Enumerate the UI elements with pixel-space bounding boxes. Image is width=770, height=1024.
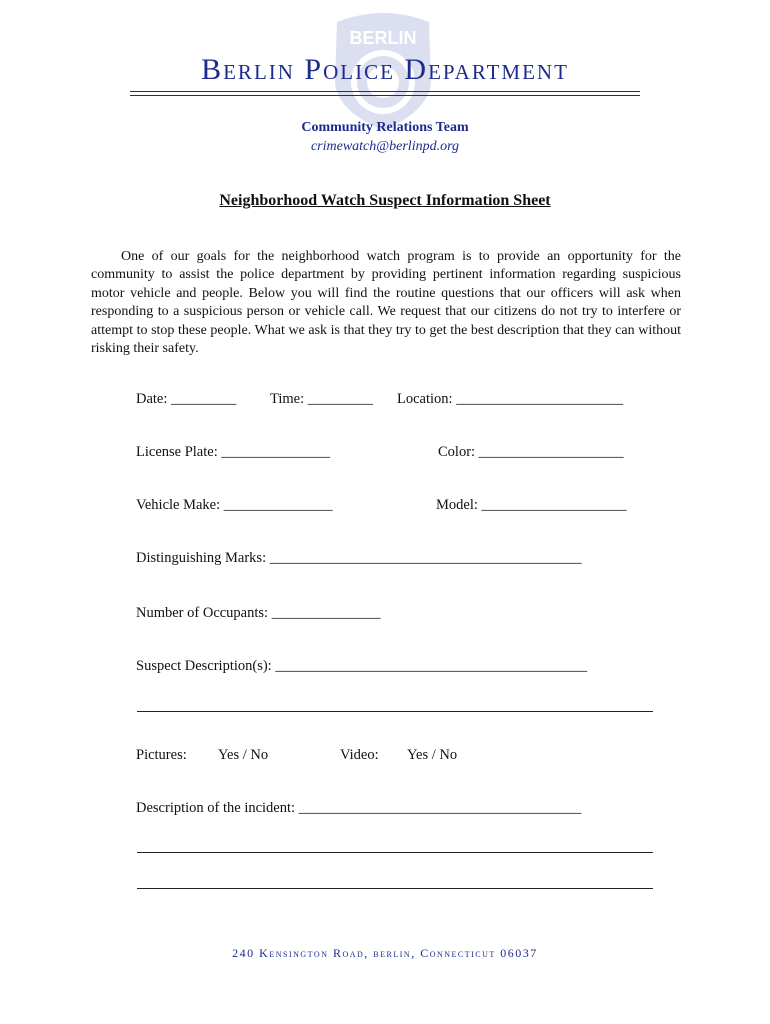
model-field[interactable]: Model: ____________________ (436, 497, 627, 513)
color-field[interactable]: Color: ____________________ (438, 444, 624, 460)
badge-text: BERLIN (349, 28, 417, 48)
license-plate-field[interactable]: License Plate: _______________ (136, 444, 331, 460)
intro-paragraph (91, 248, 681, 358)
incident-line-2[interactable] (137, 852, 653, 853)
department-title: Berlin Police Department (201, 53, 569, 86)
header-rule-top (130, 91, 640, 92)
intro-text: One of our goals for the neighborhood watch program is to provide an opportunity for the community to assist the police department by providing pertinent information regarding suspicious motor vehicle and people. Below you will find the routine questions that our officers will ask when responding to a suspicious person or vehicle call. We request that our citizens do not try to interfere or attempt to stop these people. What we ask is that they try to get the best description that they can without risking their safety. (91, 249, 681, 357)
sheet-title: Neighborhood Watch Suspect Information Sheet (219, 192, 551, 209)
pictures-options[interactable]: Yes / No (218, 747, 269, 763)
pictures-label: Pictures: (136, 747, 187, 763)
contact-email: crimewatch@berlinpd.org (310, 139, 460, 154)
suspect-description-line[interactable] (137, 711, 653, 712)
suspect-description-field[interactable]: Suspect Description(s): ___________________________________________ (136, 658, 588, 674)
incident-line-3[interactable] (137, 888, 653, 889)
team-name: Community Relations Team (301, 120, 469, 135)
occupants-field[interactable]: Number of Occupants: _______________ (136, 605, 381, 621)
time-field[interactable]: Time: _________ (270, 391, 373, 407)
date-field[interactable]: Date: _________ (136, 391, 237, 407)
footer-address: 240 Kensington Road, berlin, Connecticut 06037 (232, 946, 538, 960)
vehicle-make-field[interactable]: Vehicle Make: _______________ (136, 497, 333, 513)
header-rule-bottom (130, 95, 640, 96)
distinguishing-marks-field[interactable]: Distinguishing Marks: ___________________________________________ (136, 550, 582, 566)
video-label: Video: (340, 747, 379, 763)
incident-description-field[interactable]: Description of the incident: _______________________________________ (136, 800, 582, 816)
location-field[interactable]: Location: _______________________ (397, 391, 623, 407)
video-options[interactable]: Yes / No (407, 747, 458, 763)
